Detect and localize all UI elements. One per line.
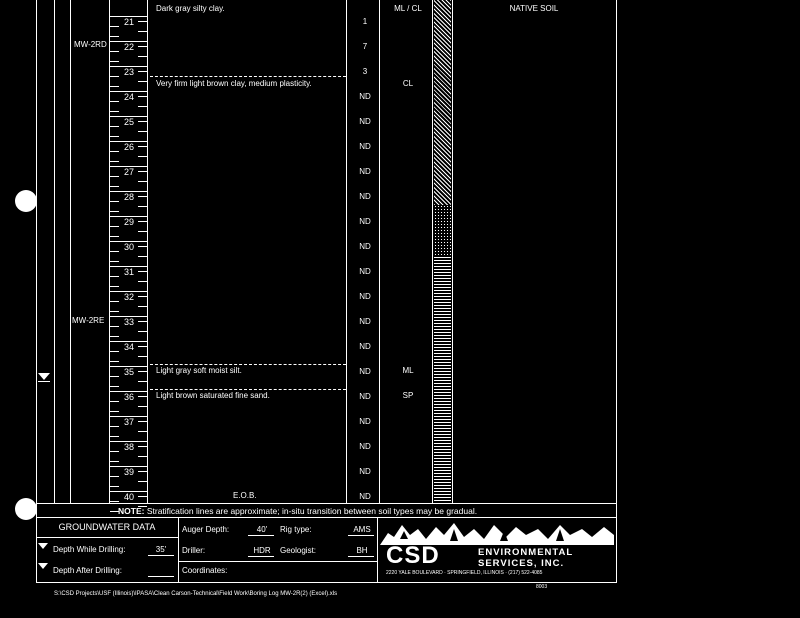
blow-count: ND: [359, 367, 371, 376]
coords-top-line: [178, 561, 377, 562]
depth-tick-minor: [138, 206, 147, 207]
water-level-line: [38, 381, 50, 382]
depth-number: 33: [123, 317, 134, 327]
depth-number: 34: [123, 342, 134, 352]
blow-count: ND: [359, 192, 371, 201]
uscs-ml: ML: [402, 366, 414, 375]
strat-line-2: [150, 364, 346, 365]
desc-light-brown-sand: Light brown saturated fine sand.: [156, 391, 270, 400]
depth-number: 21: [123, 17, 134, 27]
depth-tick-minor: [138, 281, 147, 282]
company-name-line2: SERVICES, INC.: [478, 558, 565, 569]
driller-underline: [248, 556, 274, 557]
desc-end-of-boring: E.O.B.: [233, 491, 257, 500]
driller-label: Driller:: [182, 546, 206, 555]
depth-tick-minor: [138, 181, 147, 182]
depth-tick-minor: [110, 461, 119, 462]
depth-tick-minor: [138, 456, 147, 457]
depth-number: 28: [123, 192, 134, 202]
depth-tick-minor: [110, 211, 119, 212]
depth-tick-minor: [110, 261, 119, 262]
depth-tick-minor: [110, 161, 119, 162]
depth-tick-minor: [138, 481, 147, 482]
blow-count: ND: [359, 292, 371, 301]
auger-depth-value: 40': [256, 525, 268, 534]
auger-depth-label: Auger Depth:: [182, 525, 230, 534]
depth-scale-line: [147, 0, 148, 503]
depth-number: 37: [123, 417, 134, 427]
blow-count: ND: [359, 317, 371, 326]
strat-line-1: [150, 76, 346, 77]
depth-tick-minor: [138, 156, 147, 157]
depth-tick-minor: [138, 256, 147, 257]
gw-after-icon: [38, 563, 48, 569]
binder-hole-bottom: [15, 498, 37, 520]
depth-tick-minor: [110, 411, 119, 412]
groundwater-title: GROUNDWATER DATA: [58, 522, 156, 532]
depth-tick-minor: [138, 131, 147, 132]
gw-while-label: Depth While Drilling:: [53, 545, 126, 554]
col-line-uscs-right: [432, 0, 433, 503]
depth-tick-minor: [138, 331, 147, 332]
depth-tick-minor: [138, 56, 147, 57]
soil-graphic-silty: [434, 205, 451, 255]
binder-hole-top: [15, 190, 37, 212]
blow-count: ND: [359, 92, 371, 101]
coordinates-label: Coordinates:: [182, 566, 228, 575]
depth-number: 36: [123, 392, 134, 402]
depth-tick-minor: [110, 286, 119, 287]
depth-number: 30: [123, 242, 134, 252]
soil-graphic-clay: [434, 0, 451, 205]
soil-graphic-silt: [434, 255, 451, 501]
note-bottom-line: [36, 517, 617, 518]
rig-type-label: Rig type:: [280, 525, 312, 534]
frame-right: [616, 0, 617, 582]
company-name-line1: ENVIRONMENTAL: [478, 547, 574, 558]
blow-count: ND: [359, 167, 371, 176]
depth-tick-minor: [110, 336, 119, 337]
note-label: NOTE:: [118, 506, 145, 516]
note-top-line: [36, 503, 617, 504]
blow-count: ND: [359, 392, 371, 401]
depth-tick-minor: [110, 136, 119, 137]
depth-tick-minor: [138, 31, 147, 32]
company-logo-text: CSD: [386, 542, 440, 569]
company-logo: [380, 519, 614, 581]
blow-count: ND: [359, 492, 371, 501]
col-line-2: [70, 0, 71, 503]
blow-count: ND: [359, 217, 371, 226]
depth-number: 24: [123, 92, 134, 102]
depth-tick-minor: [138, 431, 147, 432]
depth-tick-minor: [110, 236, 119, 237]
note-row: [118, 506, 477, 516]
blow-count: ND: [359, 342, 371, 351]
geologist-value: BH: [356, 546, 368, 555]
file-path: S:\CSD Projects\USF (Illinois)\IPASA\Clean Carson-Technical\Field Work\Boring Log MW-2R(2) (Excel).xls: [54, 591, 338, 597]
panel-divider-2: [377, 517, 378, 582]
depth-tick-minor: [110, 186, 119, 187]
well-label-riser: MW-2RD: [74, 40, 107, 49]
blow-count: ND: [359, 467, 371, 476]
frame-bottom: [36, 582, 617, 583]
geologist-label: Geologist:: [280, 546, 317, 555]
blow-count: ND: [359, 417, 371, 426]
blow-count: ND: [359, 142, 371, 151]
depth-tick-minor: [138, 406, 147, 407]
depth-tick-minor: [110, 36, 119, 37]
depth-number: 26: [123, 142, 134, 152]
depth-number: 32: [123, 292, 134, 302]
gw-while-underline: [148, 555, 174, 556]
depth-tick-minor: [110, 61, 119, 62]
gw-while-icon: [38, 543, 48, 549]
depth-number: 35: [123, 367, 134, 377]
depth-tick-minor: [138, 381, 147, 382]
col-line-desc-right: [346, 0, 347, 503]
auger-depth-underline: [248, 535, 274, 536]
depth-tick-minor: [110, 436, 119, 437]
depth-number: 29: [123, 217, 134, 227]
depth-tick-minor: [138, 81, 147, 82]
gw-after-label: Depth After Drilling:: [53, 566, 122, 575]
depth-tick-minor: [138, 356, 147, 357]
depth-number: 23: [123, 67, 134, 77]
rig-type-underline: [348, 535, 374, 536]
blow-count: ND: [359, 242, 371, 251]
depth-number: 39: [123, 467, 134, 477]
desc-light-gray-silt: Light gray soft moist silt.: [156, 366, 242, 375]
blow-count: ND: [359, 267, 371, 276]
gw-while-value: 35': [155, 545, 167, 554]
depth-tick-minor: [110, 111, 119, 112]
blow-count: 3: [362, 67, 368, 76]
col-line-1: [54, 0, 55, 503]
depth-tick-minor: [138, 106, 147, 107]
blow-count: ND: [359, 442, 371, 451]
water-level-marker-icon: [38, 373, 50, 380]
uscs-sp: SP: [402, 391, 414, 400]
depth-tick-minor: [110, 361, 119, 362]
panel-divider-1: [178, 517, 179, 582]
geologist-underline: [348, 556, 374, 557]
gw-after-underline: [148, 576, 174, 577]
desc-dark-gray-clay: Dark gray silty clay.: [156, 4, 225, 13]
depth-tick-minor: [110, 311, 119, 312]
note-text: Stratification lines are approximate; in-situ transition between soil types may be gradual.: [146, 506, 478, 516]
depth-number: 31: [123, 267, 134, 277]
depth-number: 25: [123, 117, 134, 127]
driller-value: HDR: [253, 546, 271, 555]
gw-title-line: [36, 537, 178, 538]
blow-count: ND: [359, 117, 371, 126]
depth-number: 38: [123, 442, 134, 452]
depth-tick-minor: [110, 86, 119, 87]
depth-tick-minor: [138, 231, 147, 232]
depth-number: 22: [123, 42, 134, 52]
rig-type-value: AMS: [353, 525, 371, 534]
col-line-graphic-right: [452, 0, 453, 503]
strat-line-3: [150, 389, 346, 390]
frame-left: [36, 0, 37, 582]
col-line-blow-right: [379, 0, 380, 503]
uscs-ml-cl: ML / CL: [394, 4, 422, 13]
depth-number: 40: [123, 492, 134, 502]
uscs-cl: CL: [402, 79, 414, 88]
depth-tick-minor: [138, 306, 147, 307]
depth-tick-minor: [110, 386, 119, 387]
depth-tick-minor: [110, 486, 119, 487]
depth-number: 27: [123, 167, 134, 177]
blow-count: 7: [362, 42, 368, 51]
native-soil-label: NATIVE SOIL: [509, 4, 559, 13]
page-code: 8003: [536, 584, 548, 590]
desc-light-brown-clay: Very firm light brown clay, medium plasticity.: [156, 79, 312, 88]
well-label-screen: MW-2RE: [72, 316, 105, 325]
company-address: 2220 YALE BOULEVARD · SPRINGFIELD, ILLINOIS · (217) 522-4085: [386, 570, 543, 576]
blow-count: 1: [362, 17, 368, 26]
